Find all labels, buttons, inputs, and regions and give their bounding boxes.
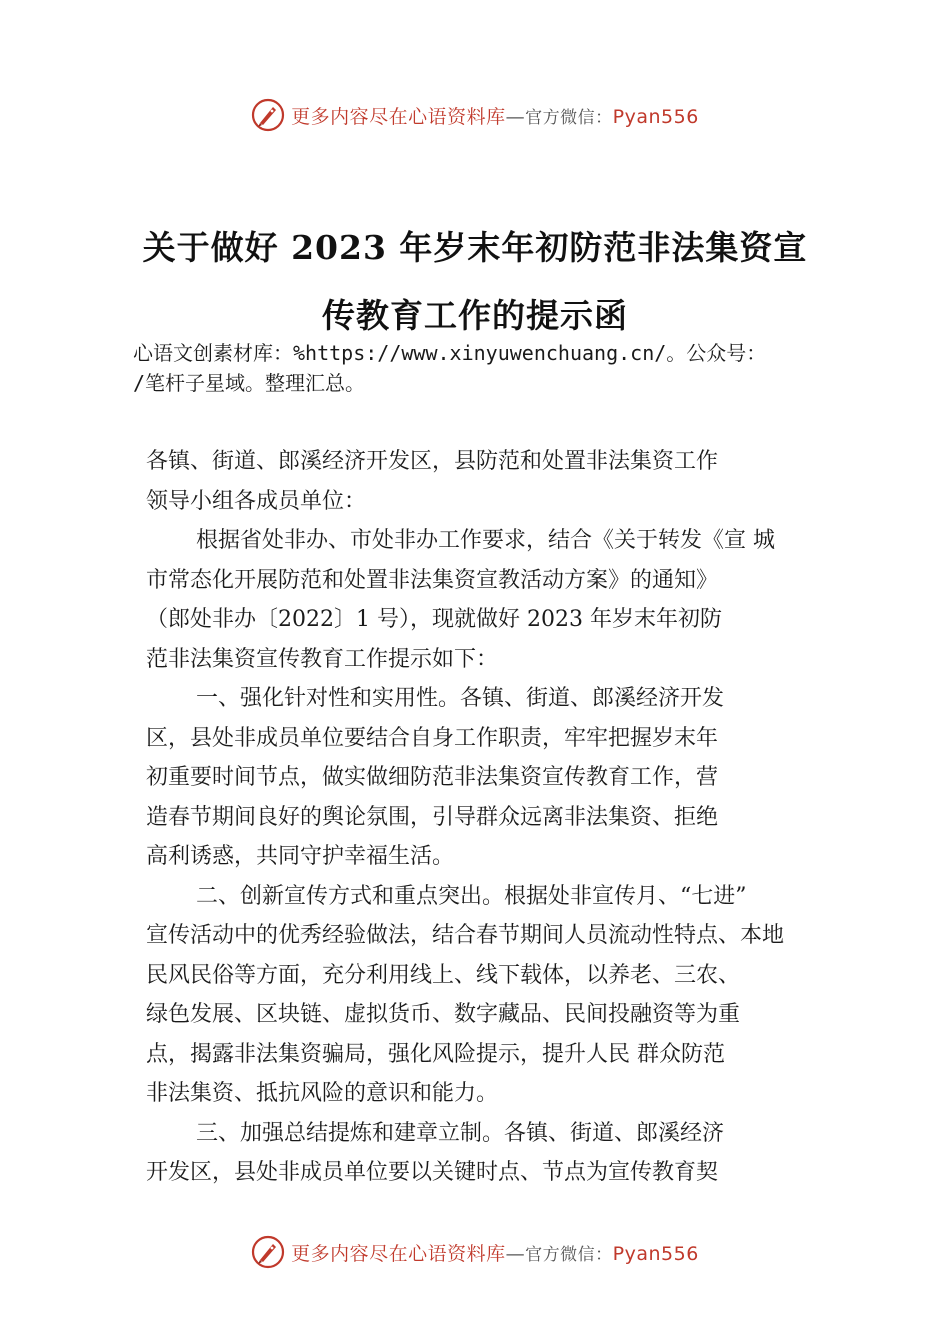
banner-text — [291, 1239, 699, 1266]
banner-wechat-id: Pyan556 — [612, 105, 699, 128]
body-line: 初重要时间节点，做实做细防范非法集资宣传教育工作，营 — [146, 765, 719, 790]
fountain-pen-icon — [251, 1235, 285, 1269]
source-note-line-2: /笔杆子星域。整理汇总。 — [133, 371, 366, 395]
banner-separator: — — [505, 1242, 526, 1265]
body-line: 高利诱惑，共同守护幸福生活。 — [146, 844, 455, 869]
body-line: 领导小组各成员单位： — [146, 488, 367, 514]
fountain-pen-icon — [251, 98, 285, 132]
body-line: 根据省处非办、市处非办工作要求，结合《关于转发《宣 城 — [196, 528, 775, 553]
body-line: 各镇、街道、郎溪经济开发区，县防范和处置非法集资工作 — [146, 449, 719, 474]
body-line: 非法集资、抵抗风险的意识和能力。 — [146, 1081, 499, 1106]
body-line: 一、强化针对性和实用性。各镇、街道、郎溪经济开发 — [196, 686, 725, 711]
header-banner — [0, 95, 950, 135]
body-line: （郎处非办〔2022〕1 号），现就做好 2023 年岁末年初防 — [146, 607, 722, 632]
banner-wechat-id: Pyan556 — [612, 1242, 699, 1265]
body-line: 三、加强总结提炼和建章立制。各镇、街道、郎溪经济 — [196, 1120, 725, 1146]
banner-main-text: 更多内容尽在心语资料库 — [291, 105, 506, 128]
document-body — [146, 442, 836, 1193]
source-note — [133, 338, 863, 398]
body-line: 二、创新宣传方式和重点突出。根据处非宣传月、“七进” — [196, 883, 747, 909]
body-line: 区，县处非成员单位要结合自身工作职责，牢牢把握岁末年 — [146, 725, 719, 751]
banner-separator: — — [505, 105, 526, 128]
document-title-line-1: 关于做好 2023 年岁末年初防范非法集资宣 — [142, 228, 808, 267]
body-line: 宣传活动中的优秀经验做法，结合春节期间人员流动性特点、本地 — [146, 923, 785, 948]
body-line: 范非法集资宣传教育工作提示如下： — [146, 646, 499, 672]
body-line: 市常态化开展防范和处置非法集资宣教活动方案》的通知》 — [146, 567, 719, 593]
source-note-line-1: 心语文创素材库：%https://www.xinyuwenchuang.cn/。公众号： — [133, 341, 767, 365]
document-title-line-2: 传教育工作的提示函 — [322, 296, 628, 335]
body-line: 绿色发展、区块链、虚拟货币、数字藏品、民间投融资等为重 — [146, 1002, 741, 1027]
banner-wechat-label: 官方微信： — [525, 107, 613, 128]
footer-banner — [0, 1232, 950, 1272]
banner-main-text: 更多内容尽在心语资料库 — [291, 1242, 506, 1265]
body-line: 造春节期间良好的舆论氛围，引导群众远离非法集资、拒绝 — [146, 804, 719, 830]
banner-wechat-label: 官方微信： — [525, 1244, 613, 1265]
body-line: 点，揭露非法集资骗局，强化风险提示，提升人民 群众防范 — [146, 1041, 725, 1067]
body-line: 开发区，县处非成员单位要以关键时点、节点为宣传教育契 — [146, 1160, 719, 1185]
body-line: 民风民俗等方面，充分利用线上、线下载体，以养老、三农、 — [146, 962, 741, 988]
banner-text — [291, 102, 699, 129]
